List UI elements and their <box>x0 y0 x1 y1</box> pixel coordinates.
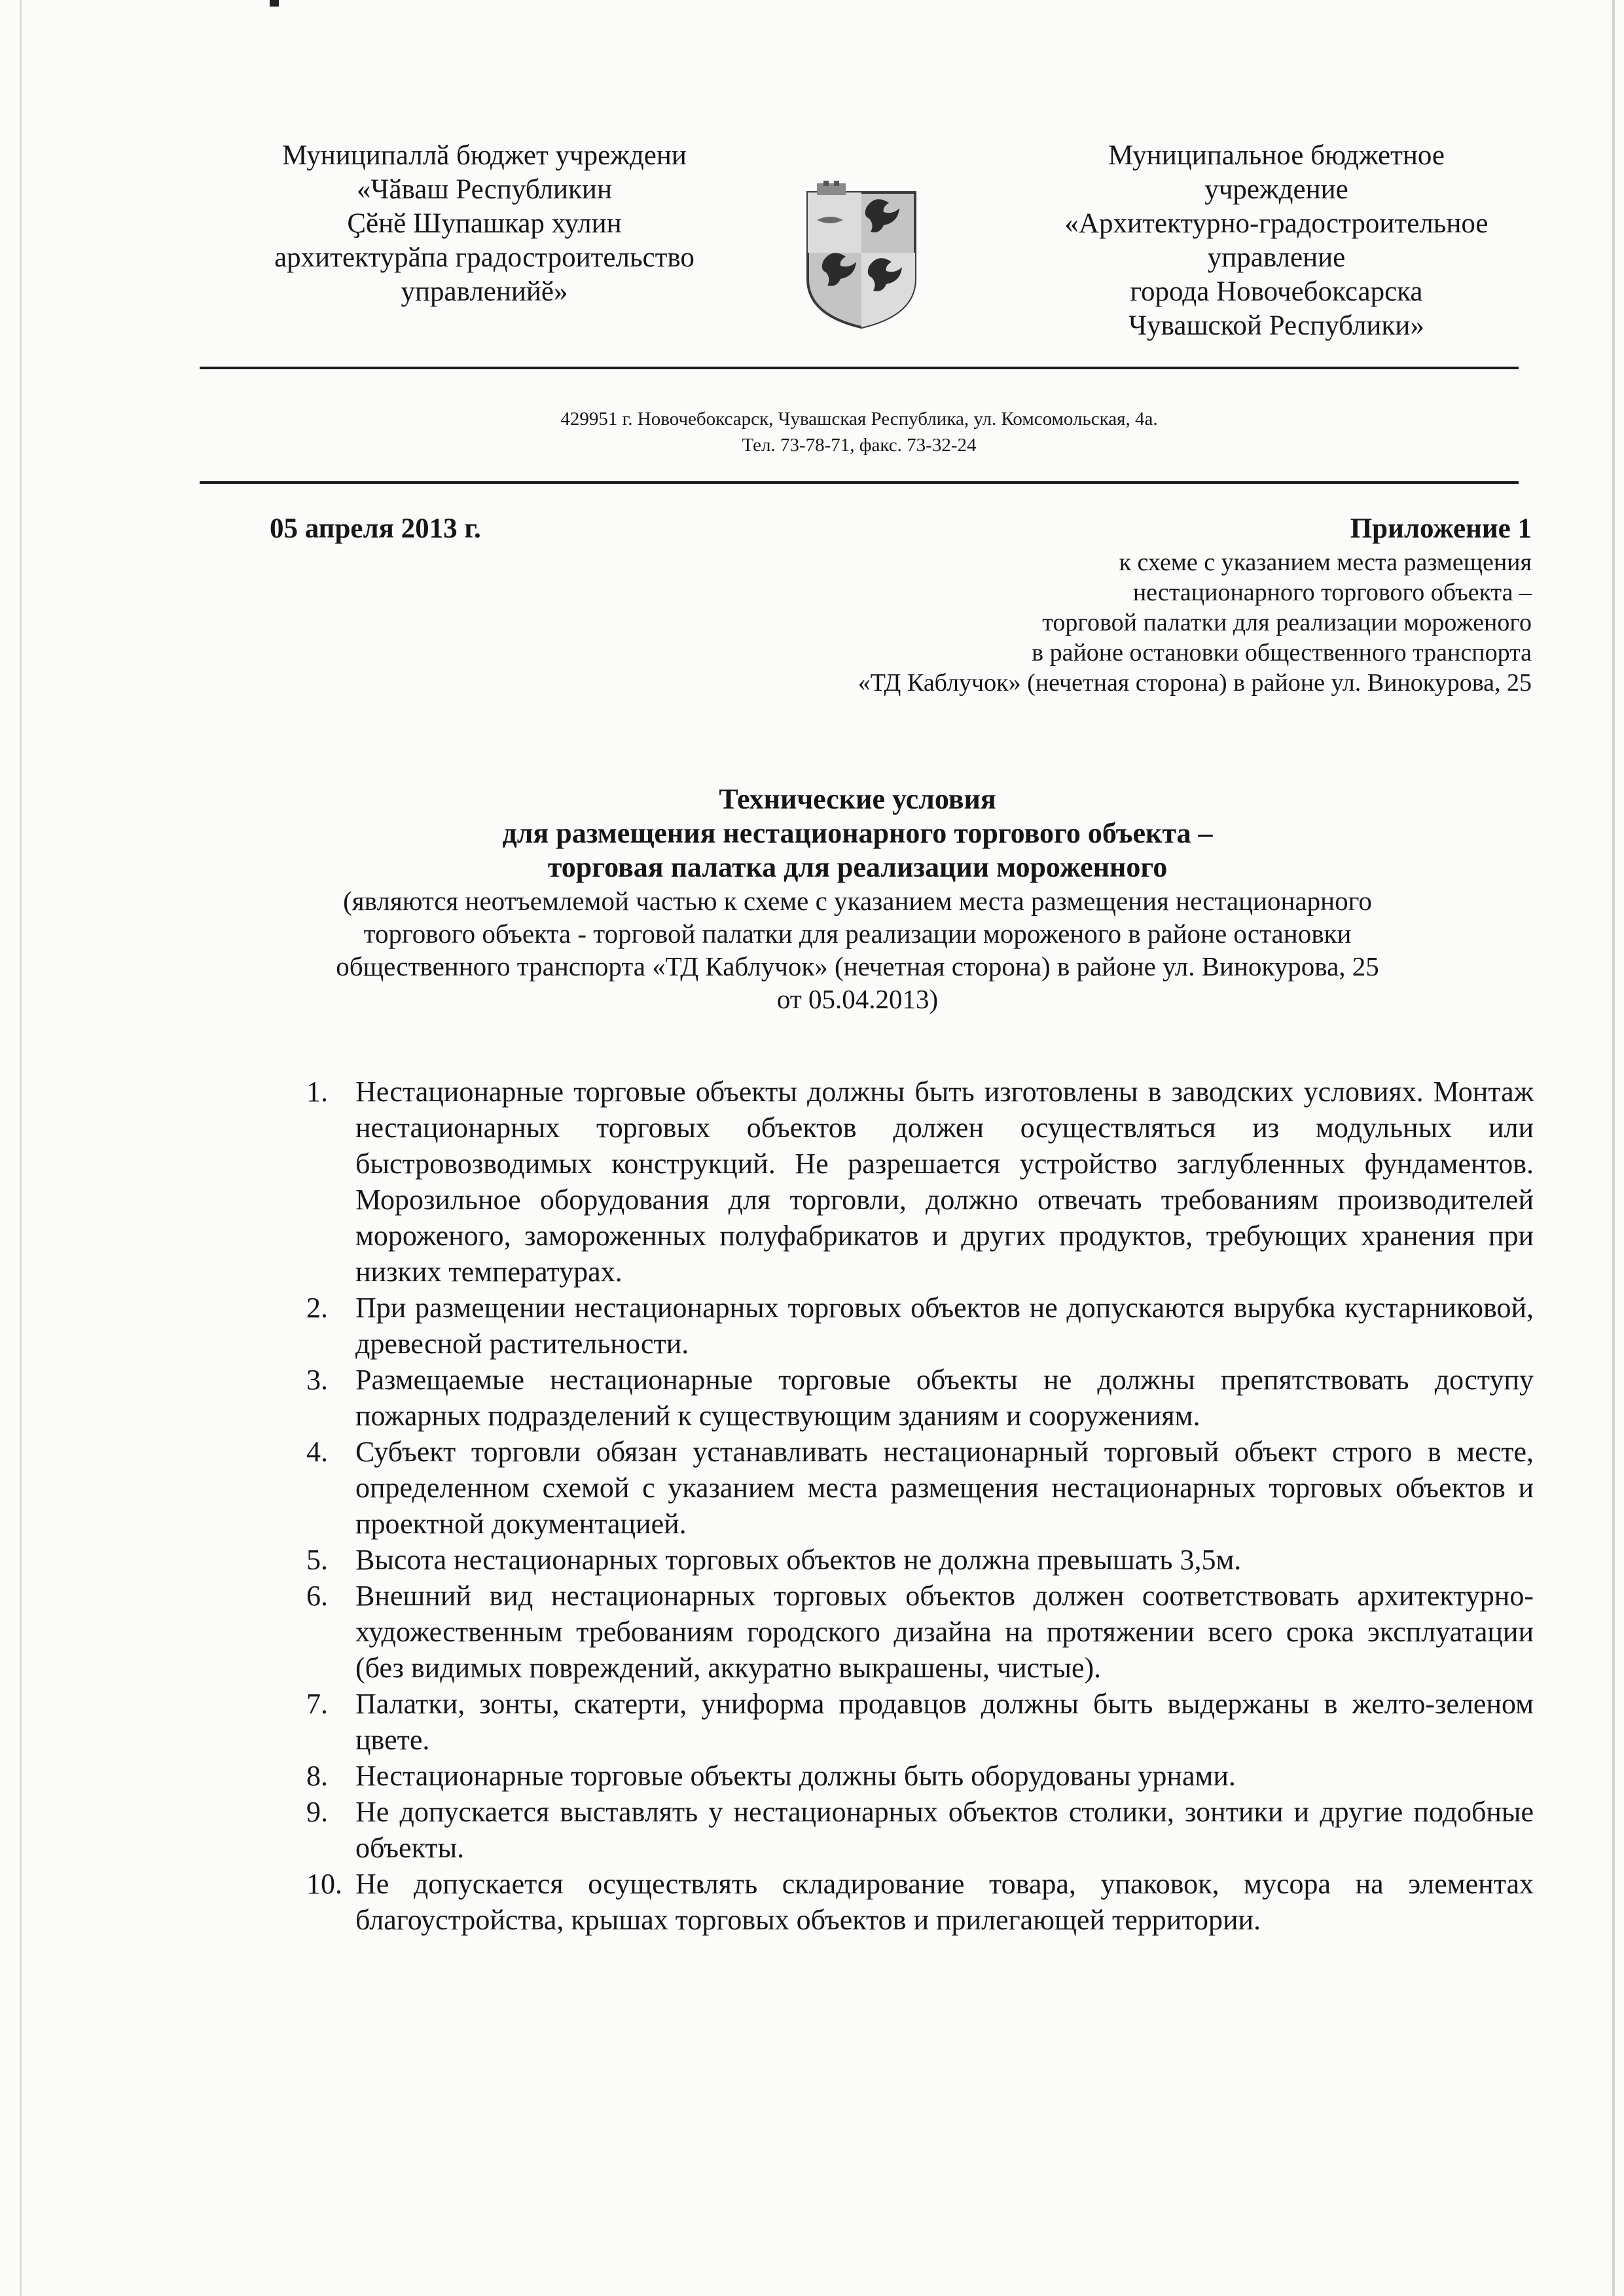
condition-text: Палатки, зонты, скатерти, униформа продавцов должны быть выдержаны в желто-зеленом цвете. <box>355 1688 1534 1756</box>
condition-text: Не допускается выставлять у нестационарных объектов столики, зонтики и другие подобные объекты. <box>355 1796 1534 1864</box>
condition-item <box>306 1758 1534 1794</box>
address-line: 429951 г. Новочебоксарск, Чувашская Республика, ул. Комсомольская, 4а. <box>560 409 1158 429</box>
header-chuvash-name <box>196 139 772 309</box>
condition-item <box>306 1362 1534 1434</box>
header-russian-name <box>995 139 1558 343</box>
condition-number: 9. <box>306 1796 328 1828</box>
condition-number: 5. <box>306 1544 328 1576</box>
condition-item <box>306 1794 1534 1866</box>
condition-item <box>306 1074 1534 1290</box>
condition-number: 6. <box>306 1580 328 1612</box>
scan-artifact <box>270 0 279 7</box>
header-right-line: Чувашской Республики» <box>1128 310 1424 341</box>
document-title-block <box>196 782 1519 1015</box>
annex-title: Приложение 1 <box>1350 513 1532 544</box>
condition-text: Субъект торговли обязан устанавливать нестационарный торговый объект строго в месте, определенном схемой с указанием места размещения нестационарных торговых объектов и проектной документацией. <box>355 1436 1534 1540</box>
header-left-line: «Чӑваш Республикин <box>357 174 612 205</box>
header-left-line: Муниципаллӑ бюджет учреждени <box>282 140 687 171</box>
condition-item <box>306 1578 1534 1686</box>
scan-edge-right <box>1612 0 1615 2296</box>
condition-text: Внешний вид нестационарных торговых объектов должен соответствовать архитектурно-художественным требованиям городского дизайна на протяжении всего срока эксплуатации (без видимых повреждений, аккуратно выкрашены, чистые). <box>355 1580 1534 1684</box>
header-right-line: «Архитектурно-градостроительное <box>1064 208 1489 239</box>
annex-line: «ТД Каблучок» (нечетная сторона) в районе ул. Винокурова, 25 <box>857 669 1532 697</box>
condition-text: Высота нестационарных торговых объектов не должна превышать 3,5м. <box>355 1544 1242 1576</box>
header-divider-bottom <box>200 481 1519 484</box>
header-left-line: архитектурӑпа градостроительство <box>274 242 695 273</box>
header-left-line: Ҫӗнӗ Шупашкар хулин <box>347 208 622 239</box>
header-divider-top <box>200 367 1519 369</box>
header-left-line: управленийӗ» <box>401 276 568 307</box>
condition-number: 3. <box>306 1364 328 1396</box>
annex-line: торговой палатки для реализации мороженого <box>1042 609 1532 636</box>
condition-text: Размещаемые нестационарные торговые объекты не должны препятствовать доступу пожарных подразделений к существующим зданиям и сооружениям. <box>355 1364 1534 1432</box>
condition-text: Нестационарные торговые объекты должны быть изготовлены в заводских условиях. Монтаж нестационарных торговых объектов должен осуществляться из модульных или быстровозводимых конструкций. Не разрешается устройство заглубленных фундаментов. Морозильное оборудования для торговли, должно отвечать требованиям производителей мороженого, замороженных полуфабрикатов и других продуктов, требующих хранения при низких температурах. <box>355 1076 1534 1288</box>
city-coat-of-arms-icon <box>804 181 919 330</box>
condition-item <box>306 1290 1534 1362</box>
condition-number: 8. <box>306 1760 328 1792</box>
document-subtitle-line: торгового объекта - торговой палатки для реализации мороженого в районе остановки <box>363 919 1352 949</box>
condition-text: При размещении нестационарных торговых объектов не допускаются вырубка кустарниковой, древесной растительности. <box>355 1292 1534 1360</box>
condition-item <box>306 1866 1534 1938</box>
document-subtitle-line: (являются неотъемлемой частью к схеме с указанием места размещения нестационарного <box>343 886 1372 916</box>
annex-line: к схеме с указанием места размещения <box>1119 549 1532 576</box>
document-date: 05 апреля 2013 г. <box>270 513 481 544</box>
document-title: Технические условия <box>719 783 996 815</box>
document-title-line: торговая палатка для реализации мороженного <box>547 851 1168 883</box>
annex-reference <box>681 511 1532 698</box>
header-right-line: управление <box>1207 242 1346 273</box>
condition-number: 10. <box>306 1868 342 1900</box>
condition-number: 1. <box>306 1076 328 1108</box>
address-block <box>200 406 1519 458</box>
document-subtitle-line: от 05.04.2013) <box>776 984 939 1014</box>
condition-item <box>306 1542 1534 1578</box>
header-right-line: Муниципальное бюджетное <box>1108 140 1445 171</box>
header-right-line: города Новочебоксарска <box>1130 276 1423 307</box>
conditions-list <box>306 1074 1534 1938</box>
condition-text: Не допускается осуществлять складирование товара, упаковок, мусора на элементах благоустройства, крышах торговых объектов и прилегающей территории. <box>355 1868 1534 1936</box>
condition-item <box>306 1434 1534 1542</box>
header-right-line: учреждение <box>1204 174 1348 205</box>
condition-text: Нестационарные торговые объекты должны быть оборудованы урнами. <box>355 1760 1236 1792</box>
scan-edge-left <box>20 0 22 2296</box>
condition-number: 2. <box>306 1292 328 1324</box>
condition-item <box>306 1686 1534 1758</box>
condition-number: 7. <box>306 1688 328 1720</box>
condition-number: 4. <box>306 1436 328 1468</box>
document-subtitle-line: общественного транспорта «ТД Каблучок» (нечетная сторона) в районе ул. Винокурова, 25 <box>336 951 1379 981</box>
document-title-line: для размещения нестационарного торгового объекта – <box>502 817 1213 849</box>
annex-line: в районе остановки общественного транспорта <box>1032 639 1532 666</box>
phone-fax-line: Тел. 73-78-71, факс. 73-32-24 <box>742 435 977 456</box>
annex-line: нестационарного торгового объекта – <box>1132 579 1532 606</box>
